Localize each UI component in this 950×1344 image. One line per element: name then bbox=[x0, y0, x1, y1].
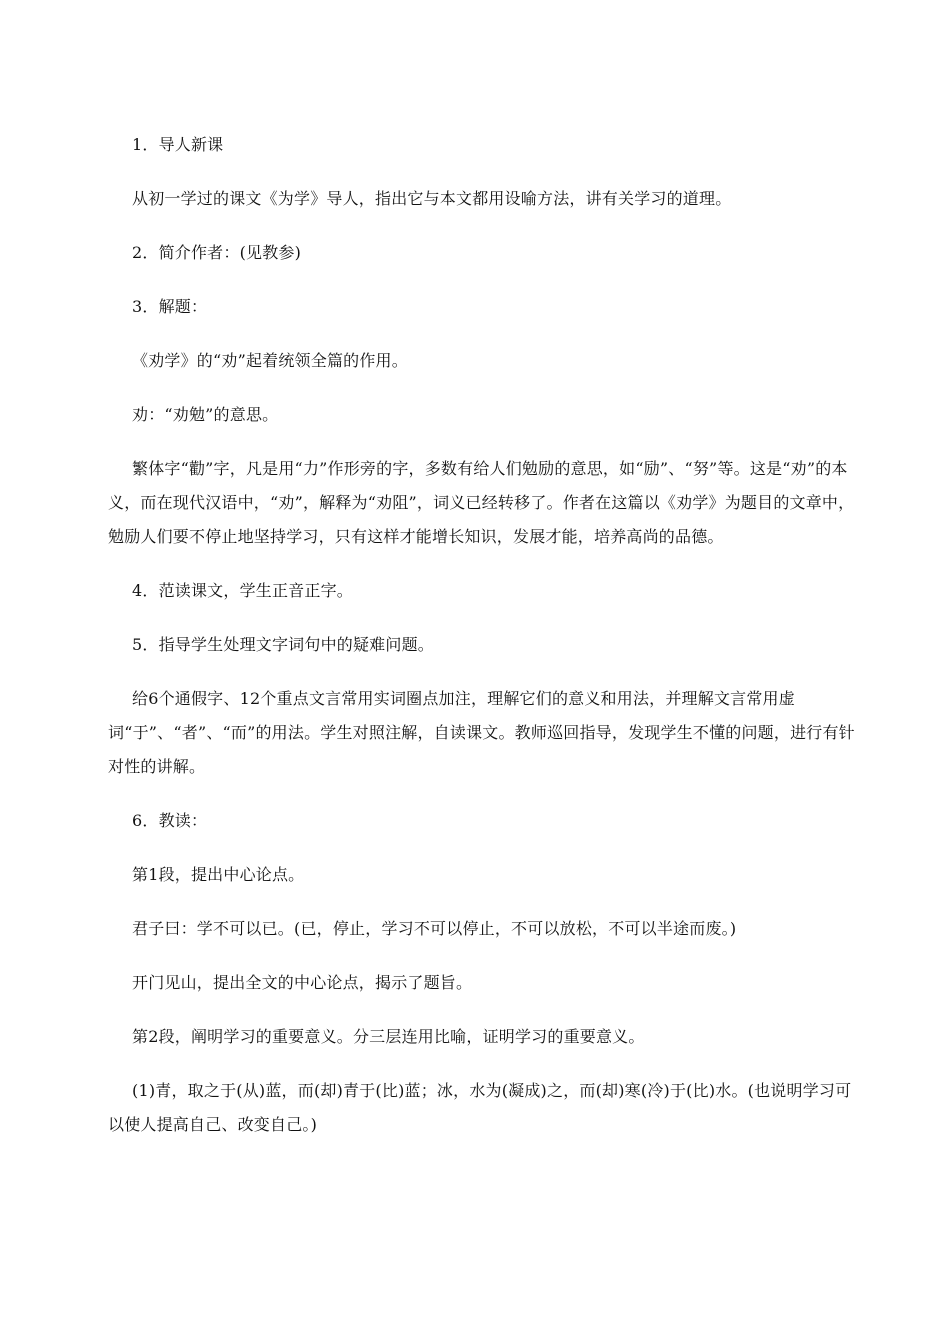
paragraph-metaphor-1: (1)青，取之于(从)蓝，而(却)青于(比)蓝；冰，水为(凝成)之，而(却)寒(冷)于(比)水。(也说明学习可以使人提高自己、改变自己。) bbox=[108, 1081, 852, 1134]
heading-teaching-reading: 6．教读： bbox=[132, 811, 208, 830]
paragraph-quan-meaning: 劝：“劝勉”的意思。 bbox=[132, 405, 279, 424]
heading-title-explanation: 3．解题： bbox=[132, 297, 208, 316]
paragraph-title-role: 《劝学》的“劝”起着统领全篇的作用。 bbox=[132, 351, 408, 370]
heading-author-intro: 2．简介作者：(见教参) bbox=[132, 243, 302, 262]
paragraph-traditional-character: 繁体字“勸”字，凡是用“力”作形旁的字，多数有给人们勉励的意思，如“励”、“努”等。这是“劝”的本义，而在现代汉语中，“劝”，解释为“劝阻”，词义已经转移了。作者在这篇以《劝学》为题目的文章中，勉励人们要不停止地坚持学习，只有这样才能增长知识，发展才能，培养高尚的品德。 bbox=[108, 459, 855, 546]
paragraph-annotation-task: 给6个通假字、12个重点文言常用实词圈点加注，理解它们的意义和用法，并理解文言常用虚词“于”、“者”、“而”的用法。学生对照注解，自读课文。教师巡回指导，发现学生不懂的问题，进行有针对性的讲解。 bbox=[108, 689, 855, 776]
paragraph-section-1: 第1段，提出中心论点。 bbox=[132, 865, 305, 884]
paragraph-quote-junzi: 君子曰：学不可以已。(已，停止，学习不可以停止，不可以放松，不可以半途而废。) bbox=[132, 919, 737, 938]
document-page bbox=[108, 128, 858, 1162]
heading-model-reading: 4．范读课文，学生正音正字。 bbox=[132, 581, 353, 600]
paragraph-section-2: 第2段，阐明学习的重要意义。分三层连用比喻，证明学习的重要意义。 bbox=[132, 1027, 645, 1046]
heading-lead-in: 1．导人新课 bbox=[132, 135, 224, 154]
heading-guide-difficulties: 5．指导学生处理文字词句中的疑难问题。 bbox=[132, 635, 434, 654]
paragraph-central-argument: 开门见山，提出全文的中心论点，揭示了题旨。 bbox=[132, 973, 473, 992]
paragraph-lead-in-text: 从初一学过的课文《为学》导人，指出它与本文都用设喻方法，讲有关学习的道理。 bbox=[132, 189, 732, 208]
